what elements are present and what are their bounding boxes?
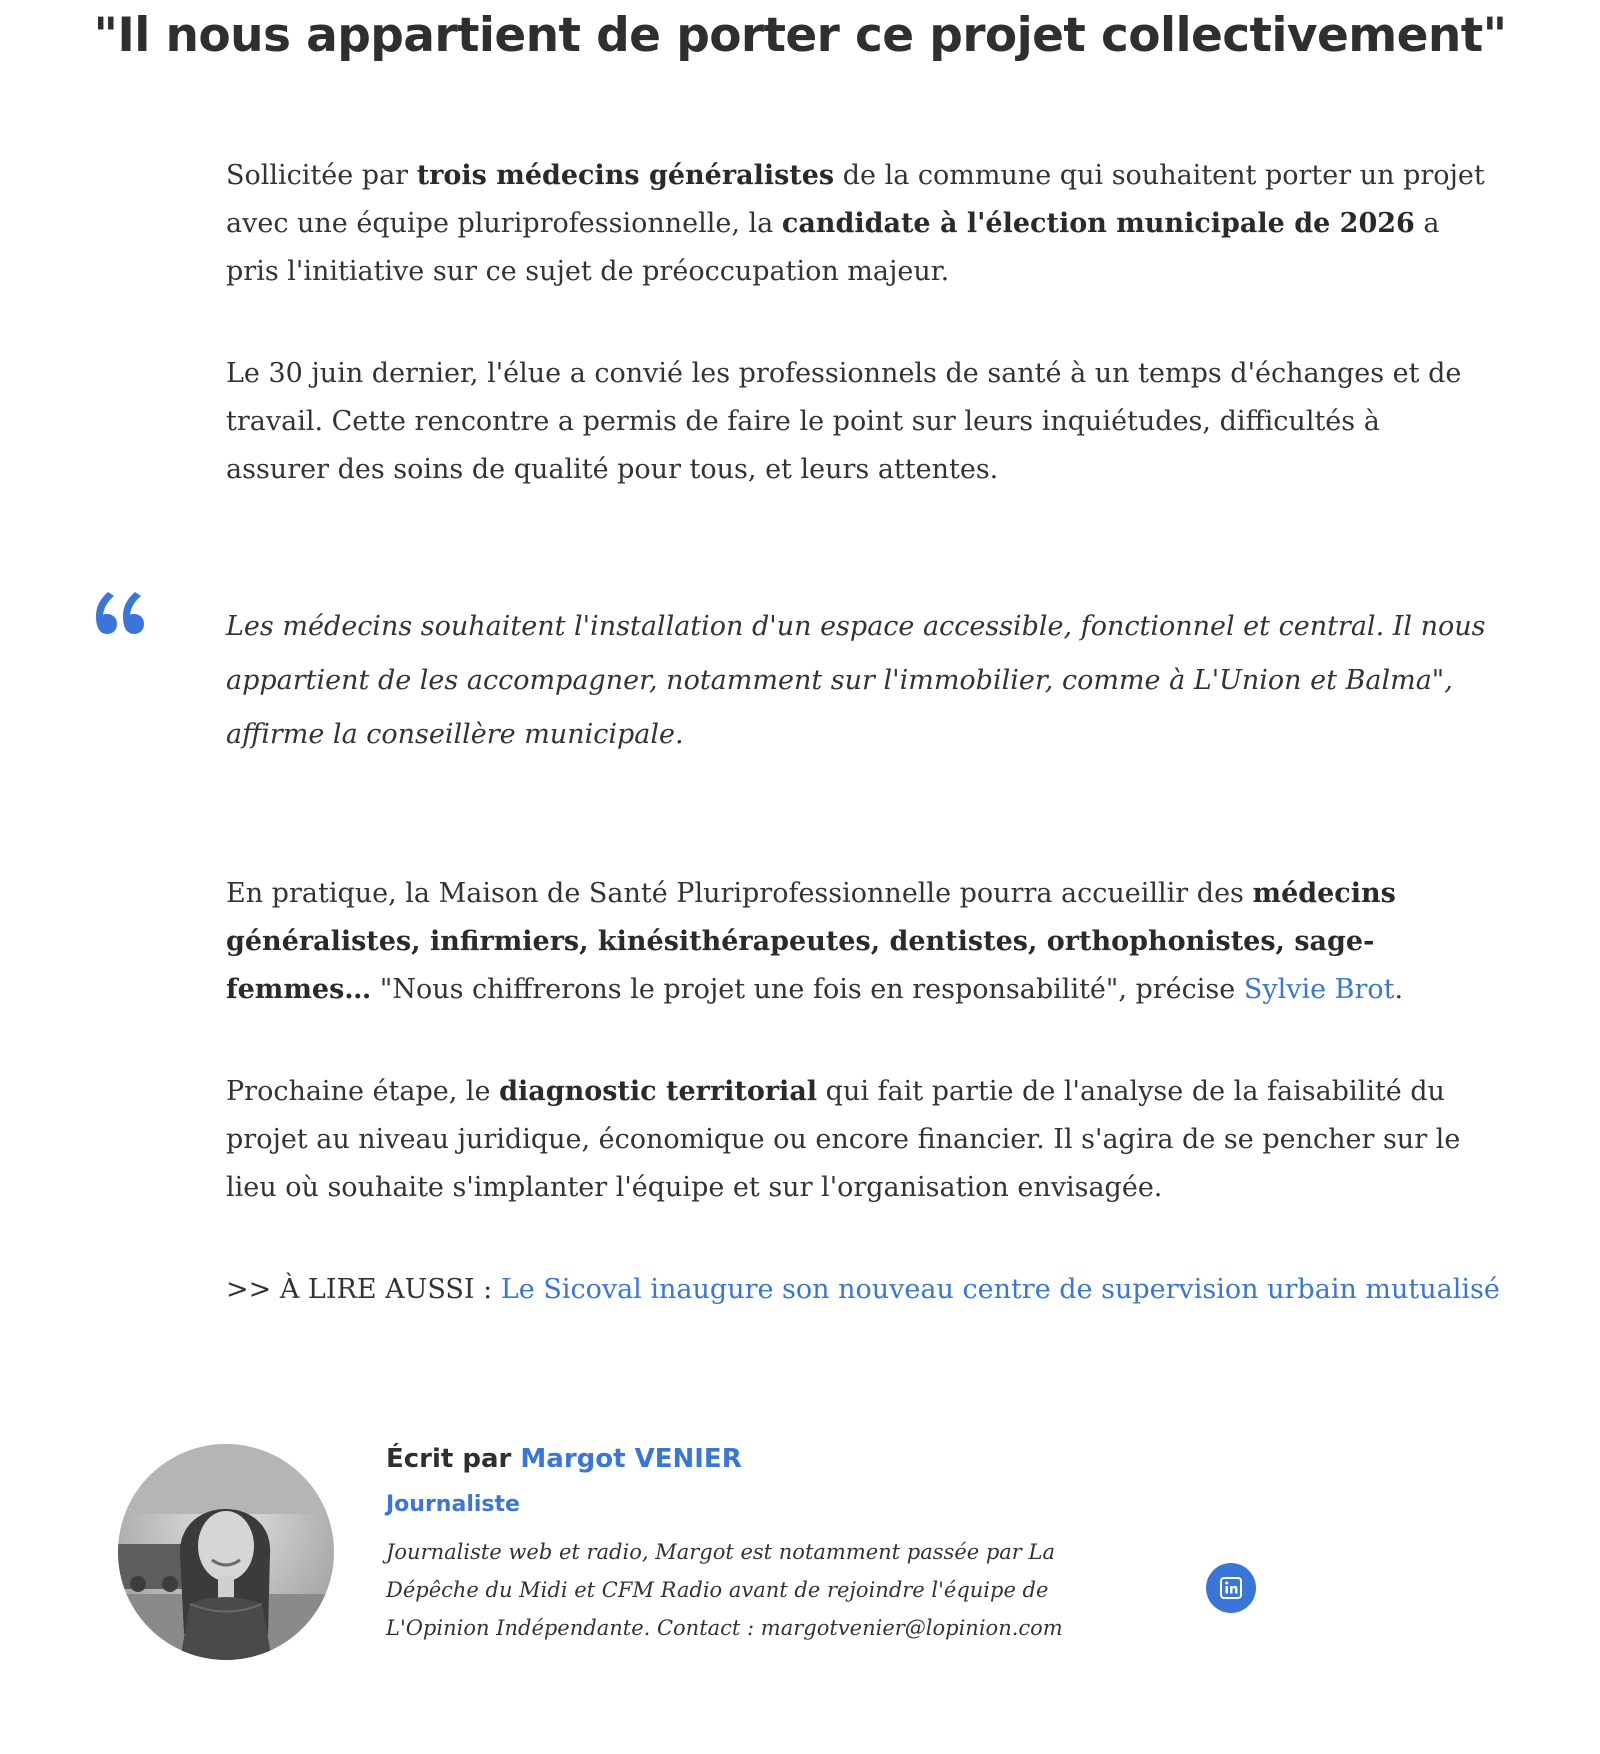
paragraph-text: qui fait partie de l'analyse de la faisabilité du projet au niveau juridique, économique ou encore financier. Il s'agira de se pencher sur le lieu où souhaite s'implanter l'équipe et sur l'organisation envisagée. xyxy=(226,1076,1461,1203)
paragraph-text: de la commune qui souhaitent porter un projet avec une équipe pluriprofessionnelle, la xyxy=(226,160,1485,239)
read-also-prefix: >> À LIRE AUSSI : xyxy=(226,1274,501,1305)
pull-quote: Les médecins souhaitent l'installation d'un espace accessible, fonctionnel et central. Il nous appartient de les accompagner, notamment sur l'immobilier, comme à L'Union et Balma", affirme la conseillère municipale. xyxy=(226,611,1486,750)
article-headline: "Il nous appartient de porter ce projet collectivement" xyxy=(93,8,1507,63)
paragraph-text: Prochaine étape, le xyxy=(226,1076,500,1107)
paragraph-text: a pris l'initiative sur ce sujet de préoccupation majeur. xyxy=(226,208,1440,287)
written-by-label: Écrit par xyxy=(386,1444,521,1474)
author-name-link[interactable]: Margot VENIER xyxy=(520,1444,742,1474)
paragraph-next-step xyxy=(226,1068,1486,1212)
linkedin-icon xyxy=(1219,1576,1243,1600)
paragraph-text: En pratique, la Maison de Santé Pluriprofessionnelle pourra accueillir des xyxy=(226,878,1253,909)
paragraph-text: . xyxy=(1394,974,1404,1005)
author-avatar xyxy=(118,1444,334,1660)
bold-text: candidate à l'élection municipale de 2026 xyxy=(781,208,1415,239)
paragraph-meeting: Le 30 juin dernier, l'élue a convié les professionnels de santé à un temps d'échanges et de travail. Cette rencontre a permis de faire le point sur leurs inquiétudes, difficultés à assurer des soins de qualité pour tous, et leurs attentes. xyxy=(226,358,1462,485)
read-also xyxy=(226,1266,1500,1314)
paragraph-text: "Nous chiffrerons le projet une fois en responsabilité", précise xyxy=(371,974,1244,1005)
bold-text: médecins généralistes, infirmiers, kinésithérapeutes, dentistes, orthophonistes, sage-femmes… xyxy=(226,878,1396,1005)
quote-icon xyxy=(94,590,146,636)
linkedin-button[interactable] xyxy=(1206,1563,1256,1613)
paragraph-intro xyxy=(226,152,1486,296)
read-also-link[interactable]: Le Sicoval inaugure son nouveau centre de supervision urbain mutualisé xyxy=(500,1274,1500,1305)
bold-text: trois médecins généralistes xyxy=(416,160,835,191)
sylvie-brot-link[interactable]: Sylvie Brot xyxy=(1243,974,1395,1005)
bold-text: diagnostic territorial xyxy=(499,1076,818,1107)
paragraph-text: Sollicitée par xyxy=(226,160,417,191)
author-line xyxy=(386,1444,742,1474)
author-role: Journaliste xyxy=(386,1492,520,1517)
paragraph-practice xyxy=(226,870,1486,1014)
author-bio: Journaliste web et radio, Margot est notamment passée par La Dépêche du Midi et CFM Radio avant de rejoindre l'équipe de L'Opinion Indépendante. Contact : margotvenier@lopinion.com xyxy=(386,1540,1063,1640)
